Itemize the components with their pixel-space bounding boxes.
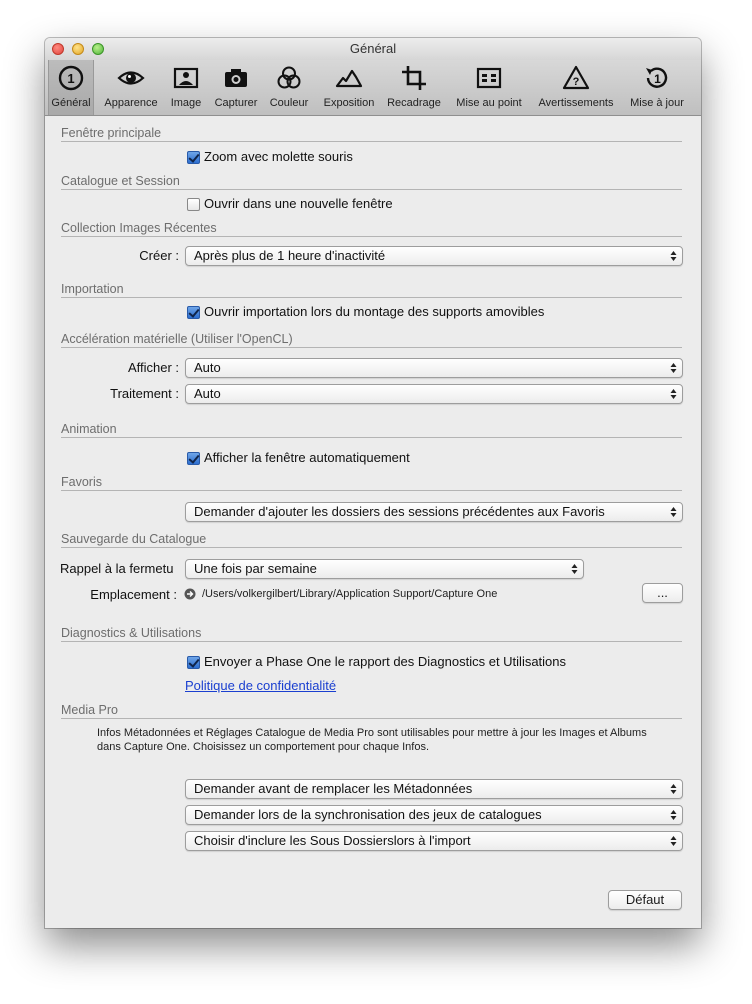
- preferences-window: [45, 38, 701, 928]
- divider: [61, 297, 682, 298]
- divider: [61, 236, 682, 237]
- zoom-window-button[interactable]: [92, 43, 104, 55]
- tab-label: Capturer: [214, 97, 258, 109]
- create-popup-value: Après plus de 1 heure d'inactivité: [194, 248, 386, 263]
- section-title-import: Importation: [61, 282, 124, 296]
- media-pro-metadata-popup[interactable]: [185, 779, 683, 799]
- section-title-catalog-session: Catalogue et Session: [61, 174, 180, 188]
- popup-arrows-icon: [670, 834, 677, 848]
- tab-exposure[interactable]: [318, 60, 380, 115]
- default-button[interactable]: Défaut: [608, 890, 682, 910]
- create-popup[interactable]: [185, 246, 683, 266]
- open-new-window-label: Ouvrir dans une nouvelle fenêtre: [204, 196, 393, 211]
- warning-icon: [562, 64, 590, 92]
- tab-update[interactable]: [624, 60, 690, 115]
- favorites-popup-value: Demander d'ajouter les dossiers des sessions précédentes aux Favoris: [194, 504, 605, 519]
- open-import-label: Ouvrir importation lors du montage des supports amovibles: [204, 304, 545, 319]
- popup-arrows-icon: [670, 387, 677, 401]
- tab-label: Mise au point: [456, 97, 522, 109]
- reveal-arrow-icon[interactable]: [184, 588, 196, 600]
- open-new-window-checkbox[interactable]: [187, 198, 200, 211]
- reminder-popup-value: Une fois par semaine: [194, 561, 317, 576]
- display-label: Afficher :: [127, 360, 179, 375]
- divider: [61, 347, 682, 348]
- open-import-checkbox[interactable]: [187, 306, 200, 319]
- show-window-label: Afficher la fenêtre automatiquement: [204, 450, 410, 465]
- media-pro-sync-value: Demander lors de la synchronisation des jeux de catalogues: [194, 807, 542, 822]
- window-title: Général: [349, 41, 397, 56]
- tab-label: Exposition: [323, 97, 375, 109]
- update-icon: [643, 64, 671, 92]
- processing-popup[interactable]: [185, 384, 683, 404]
- create-label: Créer :: [139, 248, 179, 263]
- section-title-diagnostics: Diagnostics & Utilisations: [61, 626, 202, 640]
- close-window-button[interactable]: [52, 43, 64, 55]
- divider: [61, 189, 682, 190]
- divider: [61, 718, 682, 719]
- popup-arrows-icon: [571, 562, 578, 576]
- crop-icon: [400, 64, 428, 92]
- preferences-content: [45, 116, 701, 928]
- svg-text:?: ?: [572, 76, 580, 88]
- location-label: Emplacement :: [90, 587, 177, 602]
- tab-capture[interactable]: [209, 60, 263, 115]
- preferences-toolbar: [45, 60, 701, 116]
- reminder-popup[interactable]: [185, 559, 584, 579]
- divider: [61, 490, 682, 491]
- camera-icon: [222, 64, 250, 92]
- media-pro-sync-popup[interactable]: [185, 805, 683, 825]
- section-title-animation: Animation: [61, 422, 117, 436]
- tab-color[interactable]: [266, 60, 312, 115]
- section-title-acceleration: Accélération matérielle (Utiliser l'OpenCL): [61, 332, 293, 346]
- location-path: /Users/volkergilbert/Library/Application Support/Capture One: [202, 588, 498, 600]
- exposure-icon: [335, 64, 363, 92]
- general-icon: [57, 64, 85, 92]
- divider: [61, 437, 682, 438]
- section-title-recent-collection: Collection Images Récentes: [61, 221, 217, 235]
- tab-appearance[interactable]: [100, 60, 162, 115]
- minimize-window-button[interactable]: [72, 43, 84, 55]
- media-pro-description: Infos Métadonnées et Réglages Catalogue de Media Pro sont utilisables pour mettre à jour les Images et Albums dans Capture One. Choisissez un comportement pour chaque Infos.: [97, 727, 647, 753]
- favorites-popup[interactable]: [185, 502, 683, 522]
- svg-text:1: 1: [654, 72, 661, 86]
- divider: [61, 547, 682, 548]
- section-title-media-pro: Media Pro: [61, 703, 118, 717]
- divider: [61, 141, 682, 142]
- browse-location-button[interactable]: ...: [642, 583, 683, 603]
- svg-text:1: 1: [67, 71, 75, 86]
- tab-label: Couleur: [269, 97, 309, 109]
- zoom-wheel-label: Zoom avec molette souris: [204, 149, 353, 164]
- tab-label: Apparence: [104, 97, 158, 109]
- popup-arrows-icon: [670, 782, 677, 796]
- title-bar[interactable]: [45, 38, 701, 60]
- popup-arrows-icon: [670, 808, 677, 822]
- color-icon: [275, 64, 303, 92]
- section-title-main-window: Fenêtre principale: [61, 126, 162, 140]
- processing-label: Traitement :: [110, 386, 179, 401]
- image-icon: [172, 64, 200, 92]
- media-pro-metadata-value: Demander avant de remplacer les Métadonnées: [194, 781, 473, 796]
- send-diagnostics-label: Envoyer a Phase One le rapport des Diagnostics et Utilisations: [204, 654, 567, 669]
- media-pro-subfolders-popup[interactable]: [185, 831, 683, 851]
- tab-label: Général: [51, 97, 91, 109]
- tab-crop[interactable]: [384, 60, 444, 115]
- section-title-favorites: Favoris: [61, 475, 102, 489]
- privacy-policy-link[interactable]: Politique de confidentialité: [185, 678, 337, 693]
- focus-icon: [475, 64, 503, 92]
- divider: [61, 641, 682, 642]
- tab-image[interactable]: [166, 60, 206, 115]
- popup-arrows-icon: [670, 505, 677, 519]
- zoom-wheel-checkbox[interactable]: [187, 151, 200, 164]
- display-popup[interactable]: [185, 358, 683, 378]
- tab-warnings[interactable]: [534, 60, 618, 115]
- display-popup-value: Auto: [194, 360, 221, 375]
- tab-label: Recadrage: [387, 97, 441, 109]
- tab-label: Image: [170, 97, 202, 109]
- eye-icon: [117, 64, 145, 92]
- popup-arrows-icon: [670, 361, 677, 375]
- show-window-checkbox[interactable]: [187, 452, 200, 465]
- popup-arrows-icon: [670, 249, 677, 263]
- media-pro-subfolders-value: Choisir d'inclure les Sous Dossierslors à l'import: [194, 833, 471, 848]
- processing-popup-value: Auto: [194, 386, 221, 401]
- tab-label: Avertissements: [538, 97, 614, 109]
- send-diagnostics-checkbox[interactable]: [187, 656, 200, 669]
- section-title-backup: Sauvegarde du Catalogue: [61, 532, 207, 546]
- tab-label: Mise à jour: [630, 97, 684, 109]
- reminder-label: Rappel à la fermetu: [60, 561, 174, 576]
- tab-focus[interactable]: [450, 60, 528, 115]
- tab-general[interactable]: [48, 60, 94, 115]
